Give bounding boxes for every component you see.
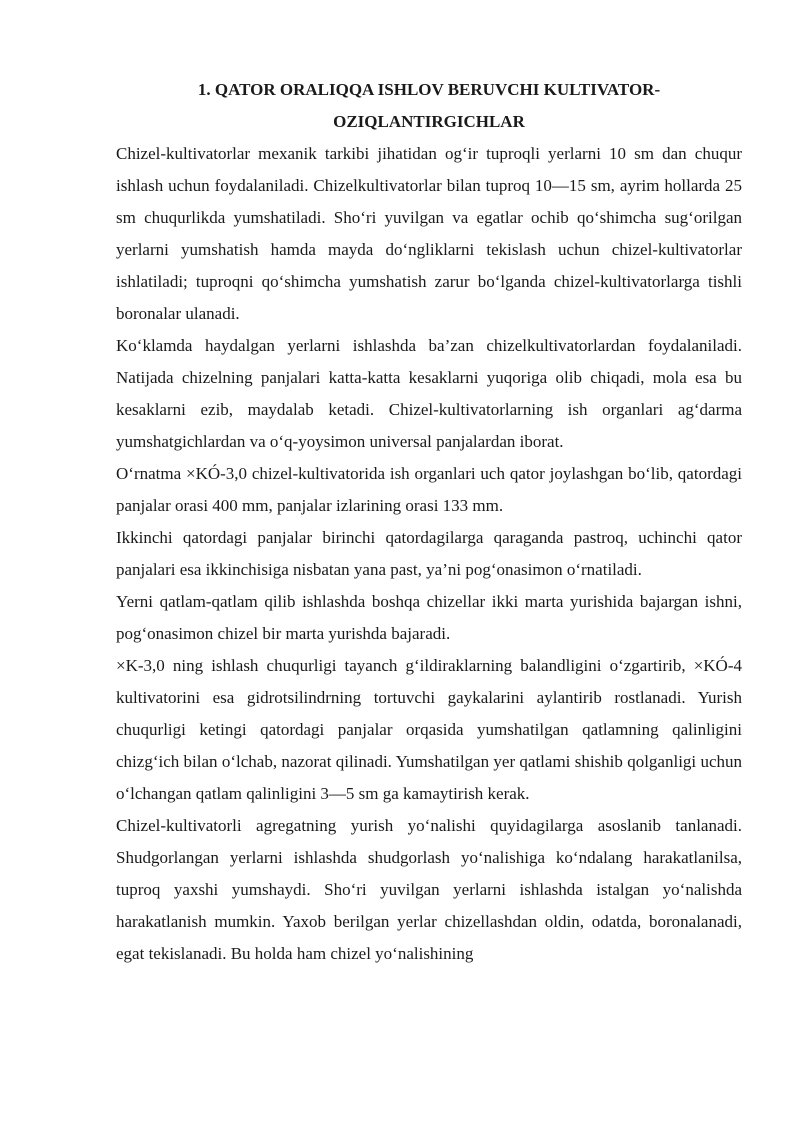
title-line-2: OZIQLANTIRGICHLAR xyxy=(333,112,525,131)
paragraph-5: Yerni qatlam-qatlam qilib ishlashda boshqa chizellar ikki marta yurishida bajargan ishni, pog‘onasimon chizel bir marta yurishda bajaradi. xyxy=(116,592,742,643)
paragraph-4: Ikkinchi qatordagi panjalar birinchi qatordagilarga qaraganda pastroq, uchinchi qator panjalari esa ikkinchisiga nisbatan yana past, ya’ni pog‘onasimon o‘rnatiladi. xyxy=(116,528,742,579)
title-line-1: 1. QATOR ORALIQQA ISHLOV BERUVCHI KULTIVATOR- xyxy=(197,80,661,99)
document-page xyxy=(116,74,742,970)
paragraph-7: Chizel-kultivatorli agregatning yurish yo‘nalishi quyidagilarga asoslanib tanlanadi. Shudgorlangan yerlarni ishlashda shudgorlash yo‘nalishiga ko‘ndalang harakatlanilsa, tuproq yaxshi yumshaydi. Sho‘ri yuvilgan yerlarni ishlashda istalgan yo‘nalishda harakatlanish mumkin. Yaxob berilgan yerlar chizellashdan oldin, odatda, boronalanadi, egat tekislanadi. Bu holda ham chizel yo‘nalishining xyxy=(116,816,742,963)
paragraph-3: O‘rnatma ×KÓ-3,0 chizel-kultivatorida ish organlari uch qator joylashgan bo‘lib, qatordagi panjalar orasi 400 mm, panjalar izlarining orasi 133 mm. xyxy=(116,464,742,515)
paragraph-1: Chizel-kultivatorlar mexanik tarkibi jihatidan og‘ir tuproqli yerlarni 10 sm dan chuqur ishlash uchun foydalaniladi. Chizelkultivatorlar bilan tuproq 10—15 sm, ayrim hollarda 25 sm chuqurlikda yumshatiladi. Sho‘ri yuvilgan va egatlar ochib qo‘shimcha sug‘orilgan yerlarni yumshatish hamda mayda do‘ngliklarni tekislash uchun chizel-kultivatorlar ishlatiladi; tuproqni qo‘shimcha yumshatish zarur bo‘lganda chizel-kultivatorlarga tishli boronalar ulanadi. xyxy=(116,144,742,323)
page-title xyxy=(116,74,742,138)
paragraph-6: ×K-3,0 ning ishlash chuqurligi tayanch g‘ildiraklarning balandligini o‘zgartirib, ×KÓ-4 kultivatorini esa gidrotsilindrning tortuvchi gaykalarini aylantirib rostlanadi. Yurish chuqurligi ketingi qatordagi panjalar orqasida yumshatilgan qatlamning qalinligini chizg‘ich bilan o‘lchab, nazorat qilinadi. Yumshatilgan yer qatlami shishib qolganligi uchun o‘lchangan qatlam qalinligini 3—5 sm ga kamaytirish kerak. xyxy=(116,656,742,803)
paragraph-2: Ko‘klamda haydalgan yerlarni ishlashda ba’zan chizelkultivatorlardan foydalaniladi. Natijada chizelning panjalari katta-katta kesaklarni yuqoriga olib chiqadi, mola esa bu kesaklarni ezib, maydalab ketadi. Chizel-kultivatorlarning ish organlari ag‘darma yumshatgichlardan va o‘q-yoysimon universal panjalardan iborat. xyxy=(116,336,742,451)
